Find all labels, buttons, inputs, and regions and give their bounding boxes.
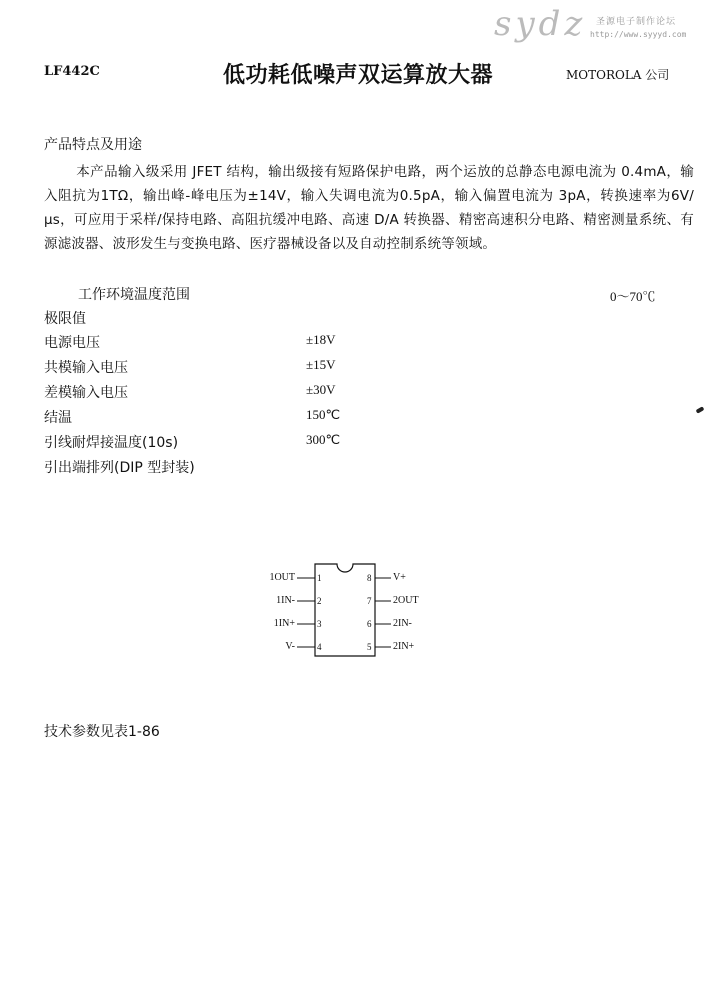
pin-label: 1IN- bbox=[276, 595, 295, 606]
pin-label: 2IN+ bbox=[393, 641, 415, 652]
pin-label: V- bbox=[285, 641, 295, 652]
limit-label: 电源电压 bbox=[44, 335, 100, 351]
limits-row bbox=[44, 382, 404, 404]
limit-label: 差模输入电压 bbox=[44, 385, 128, 401]
table-reference: 技术参数见表1-86 bbox=[44, 724, 160, 740]
limits-row bbox=[44, 407, 404, 429]
features-paragraph bbox=[44, 160, 694, 256]
limits-row bbox=[44, 332, 404, 354]
limit-value: 300℃ bbox=[306, 432, 341, 447]
manufacturer: MOTOROLA 公司 bbox=[566, 68, 670, 82]
chip-body bbox=[315, 564, 375, 656]
dip-package-diagram bbox=[265, 560, 425, 670]
limit-value: ±30V bbox=[306, 382, 336, 397]
pin-number: 5 bbox=[367, 642, 372, 652]
limits-row bbox=[44, 432, 404, 454]
pinout-heading: 引出端排列(DIP 型封装) bbox=[44, 460, 195, 476]
pin-number: 1 bbox=[317, 573, 322, 583]
part-number: LF442C bbox=[44, 64, 100, 79]
page-title: 低功耗低噪声双运算放大器 bbox=[223, 63, 494, 88]
limit-value: ±15V bbox=[306, 357, 336, 372]
pin-number: 7 bbox=[367, 596, 372, 606]
operating-temp-value: 0～70℃ bbox=[610, 289, 656, 304]
features-heading: 产品特点及用途 bbox=[44, 137, 142, 153]
pin-label: 1OUT bbox=[269, 572, 295, 583]
features-text: 本产品输入级采用 JFET 结构，输出级接有短路保护电路，两个运放的总静态电源电流为 0.4mA，输入阻抗为1TΩ，输出峰-峰电压为±14V，输入失调电流为0.5pA，输入偏置电流为 3pA，转换速率为6V/μs，可应用于采样/保持电路、高阻抗缓冲电路、高速 D/A 转换器、精密高速积分电路、精密测量系统、有源滤波器、波形发生与变换电路、医疗器械设备以及自动控制系统等领域。 bbox=[44, 164, 694, 252]
pin-number: 4 bbox=[317, 642, 322, 652]
operating-temp-label: 工作环境温度范围 bbox=[78, 287, 190, 303]
pin-label: 2OUT bbox=[393, 595, 419, 606]
pin-number: 8 bbox=[367, 573, 372, 583]
scan-speck bbox=[696, 406, 705, 413]
limits-row bbox=[44, 357, 404, 379]
watermark bbox=[486, 4, 700, 48]
watermark-url: http://www.syyyd.com bbox=[590, 30, 687, 39]
watermark-forum-name: 圣源电子制作论坛 bbox=[596, 17, 677, 27]
limit-label: 共模输入电压 bbox=[44, 360, 128, 376]
pin-label: V+ bbox=[393, 572, 406, 583]
pin-label: 1IN+ bbox=[273, 618, 295, 629]
pin-number: 6 bbox=[367, 619, 372, 629]
watermark-logo: sydz bbox=[494, 4, 587, 44]
pin-number: 3 bbox=[317, 619, 322, 629]
pin-number: 2 bbox=[317, 596, 322, 606]
limit-label: 结温 bbox=[44, 410, 72, 426]
limit-label: 引线耐焊接温度(10s) bbox=[44, 435, 179, 451]
limit-value: 150℃ bbox=[306, 407, 341, 422]
limits-heading: 极限值 bbox=[44, 311, 86, 327]
pin-label: 2IN- bbox=[393, 618, 412, 629]
limit-value: ±18V bbox=[306, 332, 336, 347]
